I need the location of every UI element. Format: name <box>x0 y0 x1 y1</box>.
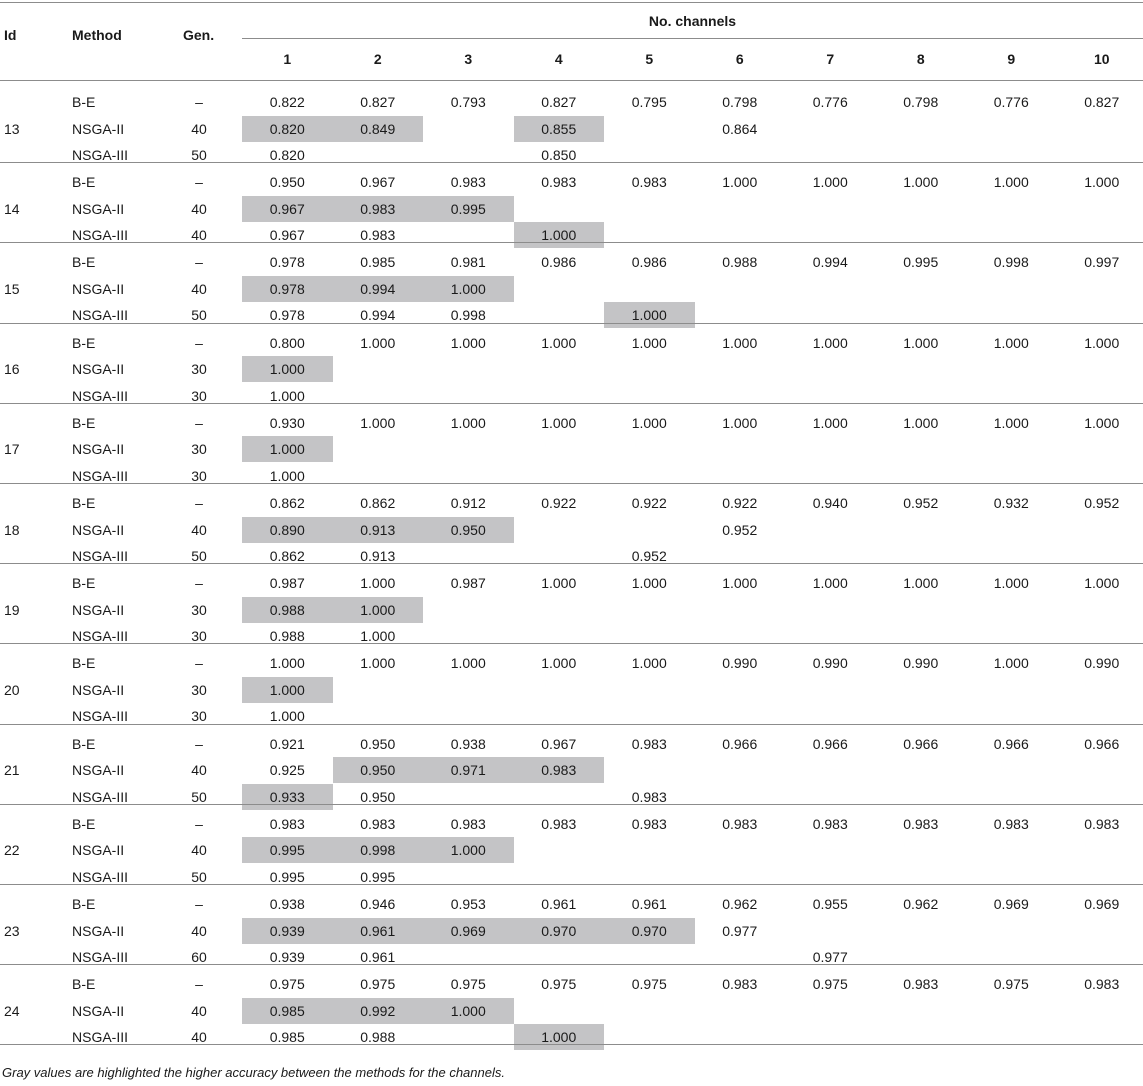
accuracy-cell: 0.983 <box>360 227 396 244</box>
accuracy-cell: 1.000 <box>541 334 577 351</box>
accuracy-cell: 1.000 <box>541 1029 577 1046</box>
accuracy-cell: 0.983 <box>631 735 667 752</box>
accuracy-cell: 0.930 <box>269 414 305 431</box>
accuracy-cell: 1.000 <box>722 174 758 191</box>
accuracy-cell: 1.000 <box>450 655 486 672</box>
accuracy-cell: 0.994 <box>360 307 396 324</box>
group-divider <box>0 403 1143 404</box>
accuracy-cell: 0.913 <box>360 521 396 538</box>
gen-value: 50 <box>191 548 207 564</box>
group-divider <box>0 563 1143 564</box>
group-id: 21 <box>4 762 20 779</box>
method-label: NSGA-II <box>72 842 125 859</box>
accuracy-cell: 0.978 <box>269 307 305 324</box>
group-id: 15 <box>4 280 20 297</box>
method-label: B-E <box>72 655 96 672</box>
accuracy-cell: 0.962 <box>722 896 758 912</box>
accuracy-cell: 1.000 <box>722 334 758 351</box>
accuracy-cell: 0.997 <box>1084 254 1120 271</box>
gen-value: 40 <box>191 762 207 779</box>
accuracy-cell: 0.967 <box>541 735 577 752</box>
gen-value: – <box>195 254 203 271</box>
gen-value: 30 <box>191 708 207 725</box>
accuracy-cell: 1.000 <box>269 708 305 725</box>
gen-value: 40 <box>191 120 207 137</box>
accuracy-cell: 0.922 <box>541 495 577 511</box>
accuracy-cell: 1.000 <box>541 414 577 431</box>
group-id: 19 <box>4 601 20 618</box>
gen-value: – <box>195 896 203 912</box>
accuracy-cell: 1.000 <box>993 414 1029 431</box>
gen-value: 40 <box>191 200 207 217</box>
accuracy-cell: 1.000 <box>993 655 1029 672</box>
accuracy-cell: 0.975 <box>269 976 305 993</box>
method-label: NSGA-II <box>72 200 125 217</box>
accuracy-cell: 1.000 <box>631 334 667 351</box>
gen-value: 40 <box>191 1029 207 1046</box>
method-label: B-E <box>72 334 96 351</box>
accuracy-cell: 0.912 <box>450 495 486 511</box>
accuracy-cell: 0.950 <box>269 174 305 191</box>
accuracy-cell: 1.000 <box>903 575 939 592</box>
accuracy-cell: 0.776 <box>993 94 1029 110</box>
gen-value: 30 <box>191 467 207 484</box>
accuracy-cell: 0.990 <box>903 655 939 672</box>
accuracy-cell: 0.938 <box>269 896 305 912</box>
method-label: NSGA-II <box>72 1002 125 1019</box>
accuracy-cell: 0.864 <box>722 120 758 137</box>
method-label: B-E <box>72 254 96 271</box>
accuracy-cell: 0.855 <box>541 120 577 137</box>
gen-value: 40 <box>191 1002 207 1019</box>
accuracy-cell: 0.862 <box>269 548 305 564</box>
accuracy-cell: 0.961 <box>541 896 577 912</box>
method-label: B-E <box>72 94 96 110</box>
method-label: B-E <box>72 815 96 832</box>
accuracy-cell: 0.985 <box>269 1002 305 1019</box>
group-id: 22 <box>4 842 20 859</box>
method-label: B-E <box>72 174 96 191</box>
gen-value: 50 <box>191 868 207 885</box>
accuracy-cell: 0.983 <box>541 815 577 832</box>
header-bottom-rule <box>0 80 1143 81</box>
accuracy-cell: 0.988 <box>269 601 305 618</box>
accuracy-cell: 1.000 <box>269 361 305 378</box>
accuracy-cell: 0.966 <box>722 735 758 752</box>
group-divider <box>0 162 1143 163</box>
method-label: NSGA-III <box>72 949 129 965</box>
gen-value: – <box>195 94 203 110</box>
method-label: NSGA-II <box>72 120 125 137</box>
accuracy-cell: 0.950 <box>360 735 396 752</box>
method-label: B-E <box>72 495 96 511</box>
accuracy-cell: 1.000 <box>812 334 848 351</box>
accuracy-cell: 1.000 <box>722 414 758 431</box>
accuracy-cell: 1.000 <box>450 414 486 431</box>
accuracy-cell: 0.992 <box>360 1002 396 1019</box>
accuracy-cell: 0.862 <box>360 495 396 511</box>
gen-value: – <box>195 174 203 191</box>
group-id: 16 <box>4 361 20 378</box>
accuracy-cell: 0.987 <box>450 575 486 592</box>
accuracy-cell: 0.975 <box>360 976 396 993</box>
method-label: NSGA-II <box>72 361 125 378</box>
accuracy-cell: 0.983 <box>360 815 396 832</box>
accuracy-cell: 0.977 <box>812 949 848 965</box>
accuracy-cell: 0.961 <box>360 922 396 939</box>
table-top-rule <box>0 2 1143 3</box>
accuracy-cell: 0.983 <box>541 174 577 191</box>
accuracy-cell: 1.000 <box>1084 575 1120 592</box>
accuracy-cell: 0.938 <box>450 735 486 752</box>
accuracy-cell: 0.946 <box>360 896 396 912</box>
gen-value: – <box>195 334 203 351</box>
group-divider <box>0 242 1143 243</box>
accuracy-cell: 0.977 <box>722 922 758 939</box>
gen-value: 40 <box>191 842 207 859</box>
accuracy-cell: 0.983 <box>812 815 848 832</box>
accuracy-cell: 0.820 <box>269 147 305 163</box>
gen-value: 40 <box>191 922 207 939</box>
accuracy-cell: 0.952 <box>722 521 758 538</box>
accuracy-cell: 0.966 <box>903 735 939 752</box>
accuracy-cell: 0.939 <box>269 949 305 965</box>
accuracy-cell: 0.985 <box>360 254 396 271</box>
accuracy-cell: 0.967 <box>269 227 305 244</box>
method-label: NSGA-III <box>72 307 129 324</box>
accuracy-cell: 0.983 <box>360 200 396 217</box>
gen-value: 60 <box>191 949 207 965</box>
accuracy-cell: 0.995 <box>269 868 305 885</box>
accuracy-cell: 0.827 <box>360 94 396 110</box>
gen-value: 30 <box>191 387 207 404</box>
accuracy-cell: 0.921 <box>269 735 305 752</box>
accuracy-cell: 0.970 <box>541 922 577 939</box>
gen-value: 30 <box>191 601 207 618</box>
method-label: NSGA-II <box>72 601 125 618</box>
accuracy-cell: 0.988 <box>360 1029 396 1046</box>
accuracy-cell: 1.000 <box>360 575 396 592</box>
accuracy-cell: 0.950 <box>360 762 396 779</box>
accuracy-cell: 0.939 <box>269 922 305 939</box>
accuracy-cell: 0.827 <box>541 94 577 110</box>
accuracy-cell: 1.000 <box>269 681 305 698</box>
accuracy-cell: 0.986 <box>541 254 577 271</box>
accuracy-cell: 0.795 <box>631 94 667 110</box>
accuracy-cell: 0.922 <box>631 495 667 511</box>
accuracy-cell: 0.986 <box>631 254 667 271</box>
gen-value: – <box>195 414 203 431</box>
accuracy-cell: 0.793 <box>450 94 486 110</box>
accuracy-cell: 0.995 <box>903 254 939 271</box>
accuracy-cell: 0.983 <box>631 815 667 832</box>
header-channel-9: 9 <box>1007 51 1016 67</box>
gen-value: – <box>195 575 203 592</box>
accuracy-cell: 0.983 <box>903 976 939 993</box>
group-id: 17 <box>4 441 20 458</box>
header-gen: Gen. <box>183 27 215 43</box>
gen-value: 30 <box>191 361 207 378</box>
accuracy-cell: 1.000 <box>722 575 758 592</box>
accuracy-cell: 0.798 <box>722 94 758 110</box>
accuracy-cell: 1.000 <box>993 174 1029 191</box>
accuracy-cell: 0.978 <box>269 280 305 297</box>
method-label: NSGA-II <box>72 441 125 458</box>
accuracy-cell: 0.827 <box>1084 94 1120 110</box>
header-no-channels: No. channels <box>648 13 737 29</box>
method-label: NSGA-III <box>72 708 129 725</box>
accuracy-cell: 0.995 <box>450 200 486 217</box>
method-label: NSGA-II <box>72 280 125 297</box>
table-footnote: Gray values are highlighted the higher accuracy between the methods for the channels. <box>2 1065 505 1080</box>
accuracy-cell: 0.798 <box>903 94 939 110</box>
accuracy-cell: 0.966 <box>993 735 1029 752</box>
accuracy-cell: 0.967 <box>360 174 396 191</box>
header-channel-3: 3 <box>464 51 473 67</box>
accuracy-cell: 0.983 <box>450 815 486 832</box>
header-channel-8: 8 <box>916 51 925 67</box>
group-divider <box>0 643 1143 644</box>
accuracy-cell: 0.983 <box>993 815 1029 832</box>
accuracy-cell: 1.000 <box>360 655 396 672</box>
accuracy-cell: 1.000 <box>269 467 305 484</box>
accuracy-cell: 1.000 <box>812 414 848 431</box>
method-label: NSGA-II <box>72 521 125 538</box>
group-id: 20 <box>4 681 20 698</box>
method-label: NSGA-III <box>72 628 129 645</box>
accuracy-cell: 0.990 <box>1084 655 1120 672</box>
accuracy-cell: 0.962 <box>903 896 939 912</box>
accuracy-cell: 1.000 <box>450 280 486 297</box>
accuracy-cell: 1.000 <box>812 174 848 191</box>
accuracy-cell: 0.987 <box>269 575 305 592</box>
accuracy-cell: 0.933 <box>269 788 305 805</box>
accuracy-cell: 0.969 <box>993 896 1029 912</box>
accuracy-cell: 0.776 <box>812 94 848 110</box>
group-id: 24 <box>4 1002 20 1019</box>
method-label: B-E <box>72 976 96 993</box>
accuracy-cell: 1.000 <box>1084 414 1120 431</box>
header-channel-7: 7 <box>826 51 835 67</box>
accuracy-cell: 0.961 <box>631 896 667 912</box>
accuracy-cell: 1.000 <box>903 414 939 431</box>
method-label: NSGA-III <box>72 147 129 163</box>
accuracy-cell: 1.000 <box>450 334 486 351</box>
accuracy-cell: 1.000 <box>631 655 667 672</box>
accuracy-cell: 1.000 <box>903 334 939 351</box>
header-id: Id <box>4 27 17 43</box>
accuracy-cell: 0.925 <box>269 762 305 779</box>
accuracy-cell: 0.953 <box>450 896 486 912</box>
accuracy-cell: 0.983 <box>269 815 305 832</box>
accuracy-cell: 0.995 <box>360 868 396 885</box>
accuracy-cell: 0.967 <box>269 200 305 217</box>
accuracy-cell: 0.822 <box>269 94 305 110</box>
method-label: B-E <box>72 575 96 592</box>
gen-value: 40 <box>191 280 207 297</box>
accuracy-cell: 0.950 <box>360 788 396 805</box>
gen-value: 30 <box>191 441 207 458</box>
gen-value: 50 <box>191 147 207 163</box>
accuracy-cell: 1.000 <box>631 307 667 324</box>
gen-value: 50 <box>191 307 207 324</box>
method-label: NSGA-III <box>72 868 129 885</box>
header-channel-6: 6 <box>735 51 744 67</box>
accuracy-cell: 0.994 <box>812 254 848 271</box>
gen-value: – <box>195 655 203 672</box>
accuracy-cell: 0.983 <box>631 174 667 191</box>
accuracy-cell: 0.983 <box>541 762 577 779</box>
accuracy-cell: 1.000 <box>812 575 848 592</box>
gen-value: 40 <box>191 227 207 244</box>
accuracy-cell: 0.913 <box>360 548 396 564</box>
group-id: 14 <box>4 200 20 217</box>
group-divider <box>0 804 1143 805</box>
accuracy-cell: 0.998 <box>450 307 486 324</box>
accuracy-cell: 0.983 <box>450 174 486 191</box>
gen-value: – <box>195 495 203 511</box>
accuracy-cell: 0.969 <box>1084 896 1120 912</box>
gen-value: 30 <box>191 628 207 645</box>
accuracy-cell: 0.966 <box>1084 735 1120 752</box>
gen-value: 40 <box>191 521 207 538</box>
accuracy-cell: 0.975 <box>631 976 667 993</box>
group-id: 23 <box>4 922 20 939</box>
accuracy-cell: 0.922 <box>722 495 758 511</box>
accuracy-cell: 0.952 <box>1084 495 1120 511</box>
accuracy-cell: 0.849 <box>360 120 396 137</box>
accuracy-cell: 0.961 <box>360 949 396 965</box>
accuracy-cell: 1.000 <box>360 414 396 431</box>
method-label: NSGA-III <box>72 1029 129 1046</box>
gen-value: 30 <box>191 681 207 698</box>
header-channel-4: 4 <box>554 51 563 67</box>
accuracy-cell: 0.975 <box>541 976 577 993</box>
gen-value: – <box>195 735 203 752</box>
accuracy-cell: 0.988 <box>269 628 305 645</box>
accuracy-cell: 0.890 <box>269 521 305 538</box>
accuracy-cell: 1.000 <box>1084 334 1120 351</box>
gen-value: – <box>195 976 203 993</box>
method-label: NSGA-III <box>72 387 129 404</box>
method-label: NSGA-III <box>72 227 129 244</box>
group-id: 18 <box>4 521 20 538</box>
accuracy-cell: 0.940 <box>812 495 848 511</box>
accuracy-cell: 0.983 <box>903 815 939 832</box>
accuracy-cell: 0.998 <box>993 254 1029 271</box>
method-label: NSGA-II <box>72 762 125 779</box>
accuracy-cell: 1.000 <box>541 655 577 672</box>
header-channel-1: 1 <box>283 51 292 67</box>
header-channel-10: 10 <box>1093 51 1110 67</box>
method-label: B-E <box>72 735 96 752</box>
accuracy-cell: 1.000 <box>903 174 939 191</box>
accuracy-cell: 1.000 <box>450 842 486 859</box>
accuracy-cell: 0.975 <box>993 976 1029 993</box>
accuracy-cell: 1.000 <box>993 334 1029 351</box>
method-label: NSGA-III <box>72 467 129 484</box>
accuracy-cell: 0.850 <box>541 147 577 163</box>
accuracy-cell: 1.000 <box>360 334 396 351</box>
accuracy-cell: 0.985 <box>269 1029 305 1046</box>
group-id: 13 <box>4 120 20 137</box>
channels-group-rule <box>242 38 1143 39</box>
accuracy-cell: 1.000 <box>541 575 577 592</box>
accuracy-cell: 0.983 <box>631 788 667 805</box>
accuracy-cell: 1.000 <box>269 441 305 458</box>
group-divider <box>0 724 1143 725</box>
accuracy-cell: 0.862 <box>269 495 305 511</box>
accuracy-cell: 0.990 <box>812 655 848 672</box>
accuracy-cell: 0.988 <box>722 254 758 271</box>
accuracy-cell: 0.975 <box>812 976 848 993</box>
accuracy-cell: 0.971 <box>450 762 486 779</box>
accuracy-cell: 1.000 <box>450 1002 486 1019</box>
gen-value: 50 <box>191 788 207 805</box>
group-divider <box>0 964 1143 965</box>
gen-value: – <box>195 815 203 832</box>
method-label: B-E <box>72 896 96 912</box>
accuracy-cell: 1.000 <box>541 227 577 244</box>
group-divider <box>0 323 1143 324</box>
accuracy-cell: 0.983 <box>722 976 758 993</box>
group-divider <box>0 483 1143 484</box>
accuracy-cell: 1.000 <box>360 601 396 618</box>
method-label: NSGA-III <box>72 788 129 805</box>
accuracy-cell: 1.000 <box>269 655 305 672</box>
group-divider <box>0 1044 1143 1045</box>
group-divider <box>0 884 1143 885</box>
accuracy-cell: 0.932 <box>993 495 1029 511</box>
accuracy-cell: 1.000 <box>631 414 667 431</box>
accuracy-cell: 1.000 <box>1084 174 1120 191</box>
accuracy-cell: 0.820 <box>269 120 305 137</box>
accuracy-cell: 0.952 <box>631 548 667 564</box>
accuracy-cell: 1.000 <box>631 575 667 592</box>
accuracy-cell: 0.998 <box>360 842 396 859</box>
accuracy-cell: 0.983 <box>1084 976 1120 993</box>
accuracy-cell: 1.000 <box>993 575 1029 592</box>
method-label: NSGA-III <box>72 548 129 564</box>
accuracy-cell: 0.981 <box>450 254 486 271</box>
method-label: NSGA-II <box>72 922 125 939</box>
accuracy-cell: 1.000 <box>269 387 305 404</box>
accuracy-cell: 0.955 <box>812 896 848 912</box>
accuracy-cell: 0.950 <box>450 521 486 538</box>
accuracy-cell: 0.975 <box>450 976 486 993</box>
accuracy-cell: 0.983 <box>722 815 758 832</box>
accuracy-cell: 0.966 <box>812 735 848 752</box>
accuracy-cell: 0.995 <box>269 842 305 859</box>
header-channel-2: 2 <box>373 51 382 67</box>
accuracy-cell: 0.978 <box>269 254 305 271</box>
accuracy-cell: 0.994 <box>360 280 396 297</box>
method-label: NSGA-II <box>72 681 125 698</box>
accuracy-cell: 0.952 <box>903 495 939 511</box>
accuracy-cell: 0.990 <box>722 655 758 672</box>
accuracy-cell: 0.970 <box>631 922 667 939</box>
accuracy-cell: 0.983 <box>1084 815 1120 832</box>
accuracy-cell: 0.969 <box>450 922 486 939</box>
accuracy-cell: 1.000 <box>360 628 396 645</box>
method-label: B-E <box>72 414 96 431</box>
header-channel-5: 5 <box>645 51 654 67</box>
accuracy-cell: 0.800 <box>269 334 305 351</box>
header-method: Method <box>72 27 122 43</box>
